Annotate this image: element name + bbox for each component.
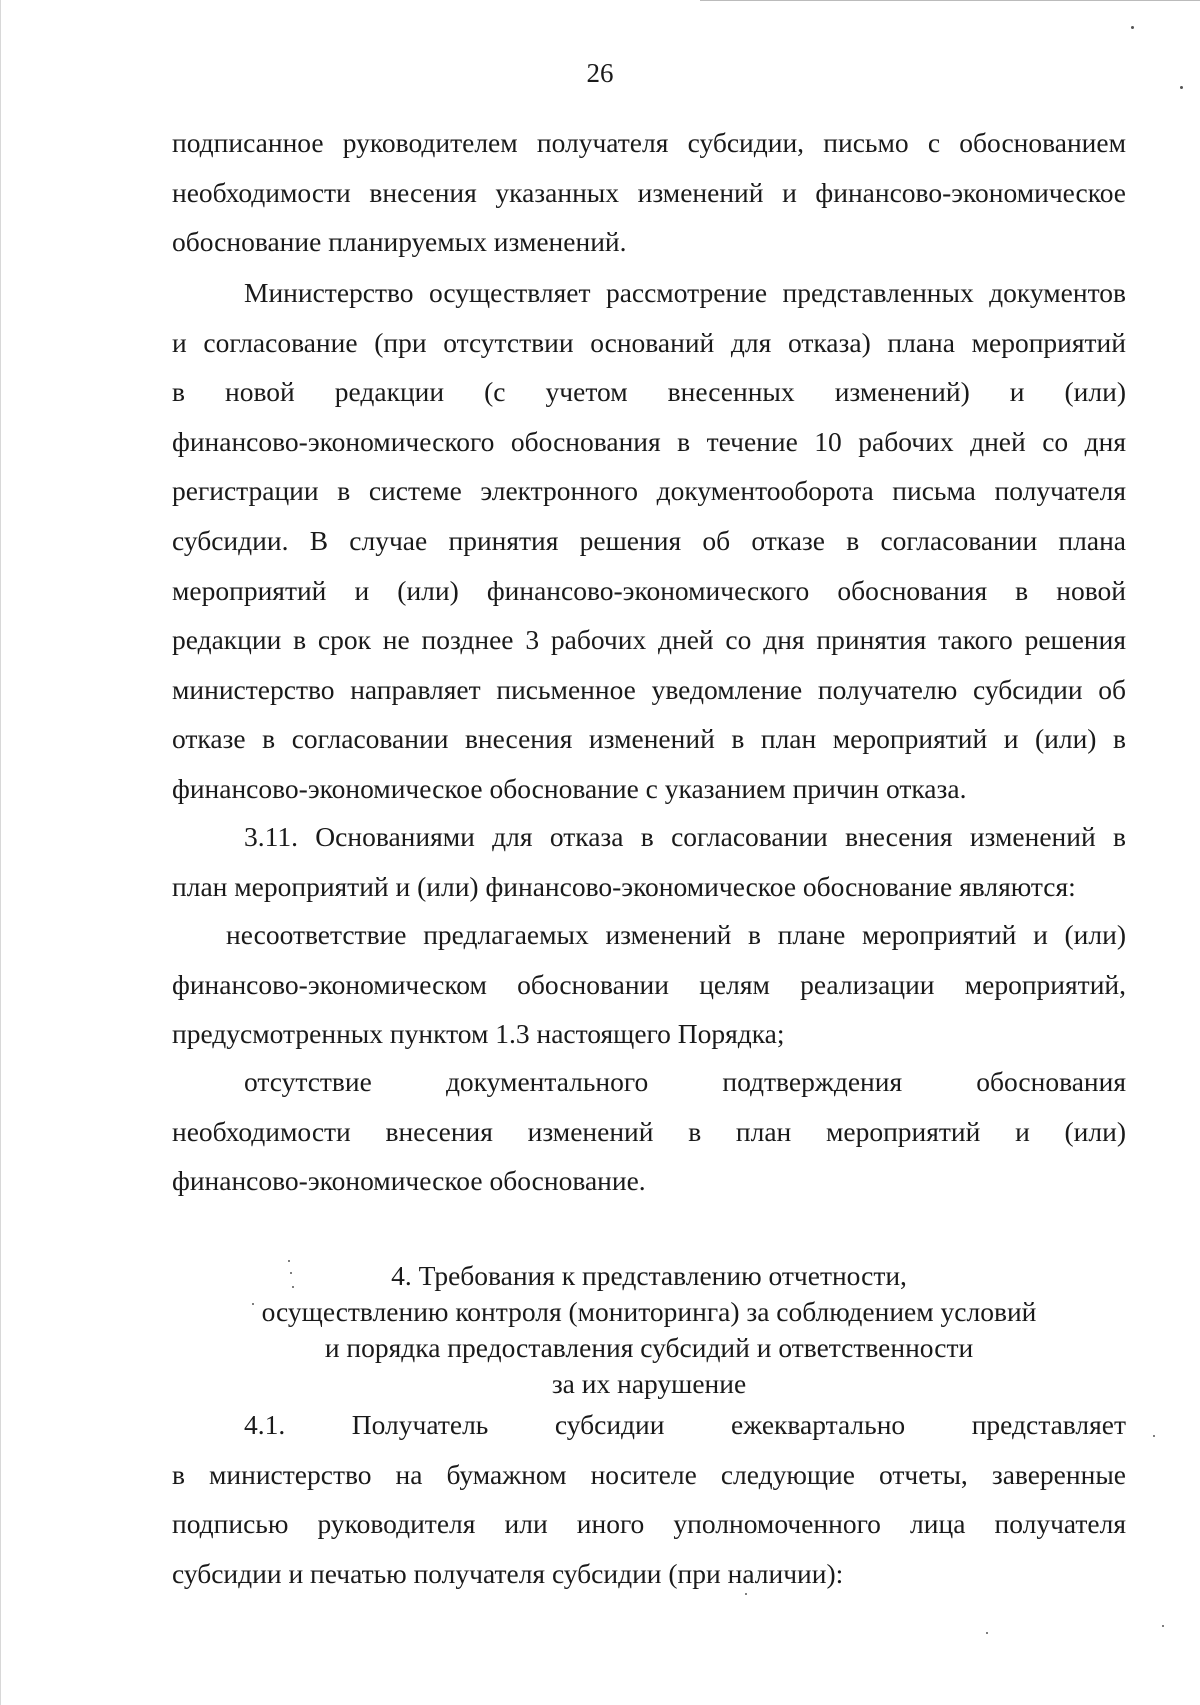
scan-speck bbox=[292, 1286, 294, 1288]
scan-speck bbox=[252, 1303, 254, 1305]
scan-edge bbox=[0, 0, 1, 1705]
paragraph-mismatch-ground bbox=[172, 910, 1126, 1059]
scan-speck bbox=[1180, 86, 1183, 89]
paragraph-3-11 bbox=[172, 812, 1126, 911]
text-line: 4.1. Получатель субсидии ежеквартально представляет bbox=[244, 1409, 1126, 1440]
text-line: субсидии и печатью получателя субсидии (при наличии): bbox=[172, 1557, 844, 1589]
text-line: план мероприятий и (или) финансово-экономическое обоснование являются: bbox=[172, 870, 1076, 902]
text-line: необходимости внесения изменений в план мероприятий и (или) bbox=[172, 1115, 1126, 1147]
section-heading bbox=[172, 1258, 1126, 1402]
text-line: субсидии. В случае принятия решения об отказе в согласовании плана bbox=[172, 524, 1126, 556]
text-line: 3.11. Основаниями для отказа в согласовании внесения изменений в bbox=[244, 821, 1126, 852]
text-line: и согласование (при отсутствии оснований для отказа) плана мероприятий bbox=[172, 326, 1126, 358]
text-line: мероприятий и (или) финансово-экономического обоснования в новой bbox=[172, 574, 1126, 606]
scan-speck bbox=[1162, 1625, 1164, 1627]
text-line: редакции в срок не позднее 3 рабочих дней со дня принятия такого решения bbox=[172, 624, 1126, 656]
text-line: в новой редакции (с учетом внесенных изменений) и (или) bbox=[172, 376, 1126, 408]
scan-edge bbox=[700, 0, 1200, 1]
text-line: отказе в согласовании внесения изменений в план мероприятий и (или) в bbox=[172, 723, 1126, 755]
scan-speck bbox=[290, 1272, 292, 1274]
heading-line: осуществлению контроля (мониторинга) за соблюдением условий bbox=[261, 1296, 1037, 1327]
text-line: финансово-экономическом обосновании целям реализации мероприятий, bbox=[172, 968, 1126, 1000]
text-line: финансово-экономическое обоснование с указанием причин отказа. bbox=[172, 772, 967, 804]
text-line: отсутствие документального подтверждения обоснования bbox=[244, 1066, 1126, 1097]
heading-line: и порядка предоставления субсидий и ответственности bbox=[324, 1332, 974, 1363]
heading-line: за их нарушение bbox=[551, 1368, 747, 1399]
text-line: необходимости внесения указанных изменений и финансово-экономическое bbox=[172, 176, 1126, 208]
scan-speck bbox=[288, 1260, 290, 1262]
text-line: министерство направляет письменное уведомление получателю субсидии об bbox=[172, 673, 1126, 705]
paragraph-ministry-review bbox=[172, 268, 1126, 814]
paragraph-4-1 bbox=[172, 1400, 1126, 1598]
page-number: 26 bbox=[586, 58, 614, 88]
text-line: предусмотренных пунктом 1.3 настоящего Порядка; bbox=[172, 1018, 785, 1050]
heading-line: 4. Требования к представлению отчетности, bbox=[391, 1260, 907, 1291]
scan-speck bbox=[986, 1632, 988, 1634]
text-line: подписью руководителя или иного уполномоченного лица получателя bbox=[172, 1508, 1126, 1540]
scan-speck bbox=[1153, 1435, 1155, 1437]
text-line: Министерство осуществляет рассмотрение представленных документов bbox=[244, 277, 1126, 308]
paragraph-absence-ground bbox=[172, 1057, 1126, 1206]
scan-speck bbox=[745, 1593, 747, 1595]
text-line: регистрации в системе электронного документооборота письма получателя bbox=[172, 475, 1126, 507]
text-line: подписанное руководителем получателя субсидии, письмо с обоснованием bbox=[172, 127, 1126, 158]
text-line: несоответствие предлагаемых изменений в плане мероприятий и (или) bbox=[226, 919, 1126, 950]
text-line: финансово-экономическое обоснование. bbox=[172, 1165, 646, 1197]
text-line: в министерство на бумажном носителе следующие отчеты, заверенные bbox=[172, 1458, 1126, 1490]
text-line: финансово-экономического обоснования в течение 10 рабочих дней со дня bbox=[172, 425, 1126, 457]
scan-speck bbox=[1131, 26, 1134, 29]
paragraph-continuation bbox=[172, 118, 1126, 267]
text-line: обоснование планируемых изменений. bbox=[172, 226, 627, 258]
